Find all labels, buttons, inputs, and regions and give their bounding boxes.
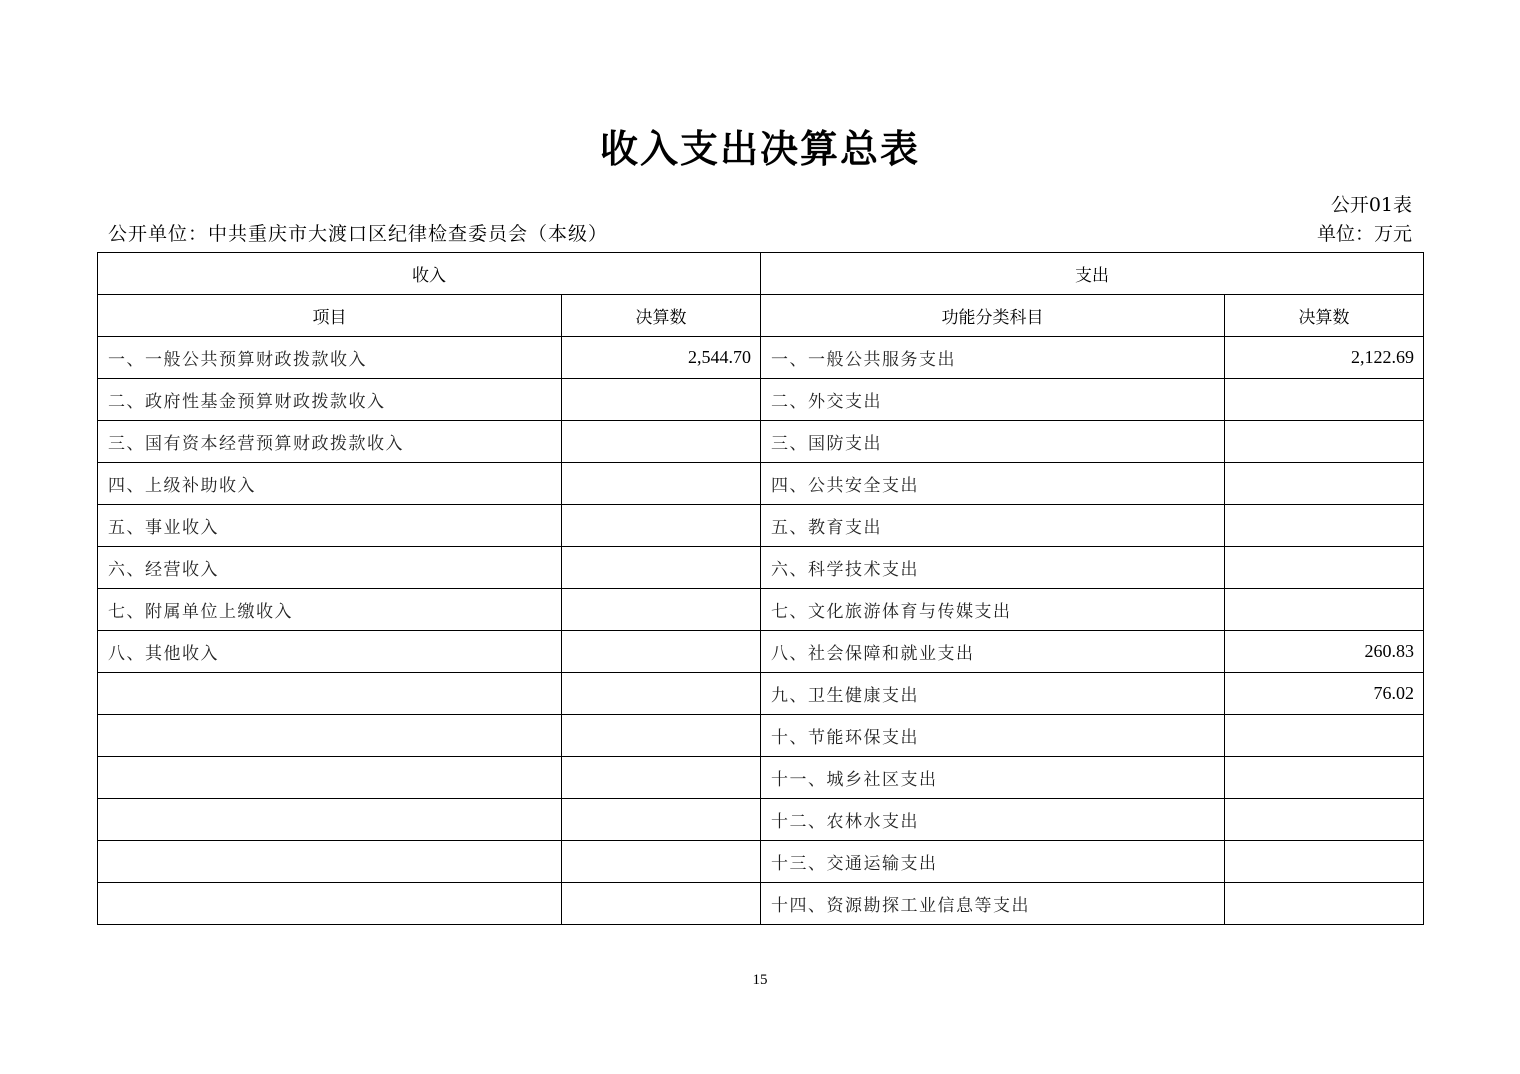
- income-amount-cell: [562, 463, 761, 505]
- table-row: [98, 463, 1424, 505]
- income-item-header: 项目: [98, 295, 562, 337]
- table-row: [98, 631, 1424, 673]
- expense-item-cell: 十二、农林水支出: [761, 799, 1225, 841]
- income-amount-cell: [562, 757, 761, 799]
- income-item-cell: 八、其他收入: [98, 631, 562, 673]
- expense-group-header: 支出: [761, 253, 1424, 295]
- expense-amount-cell: [1225, 379, 1424, 421]
- income-amount-cell: [562, 379, 761, 421]
- group-header-row: [98, 253, 1424, 295]
- income-item-cell: [98, 757, 562, 799]
- income-item-cell: [98, 841, 562, 883]
- expense-item-cell: 十四、资源勘探工业信息等支出: [761, 883, 1225, 925]
- expense-item-header: 功能分类科目: [761, 295, 1225, 337]
- table-number: 公开01表: [1330, 194, 1412, 216]
- document-title: 收入支出决算总表: [599, 127, 920, 171]
- expense-item-cell: 三、国防支出: [761, 421, 1225, 463]
- income-item-cell: 三、国有资本经营预算财政拨款收入: [98, 421, 562, 463]
- income-item-cell: [98, 883, 562, 925]
- expense-amount-header: 决算数: [1225, 295, 1424, 337]
- income-item-cell: 一、一般公共预算财政拨款收入: [98, 337, 562, 379]
- expense-item-cell: 十一、城乡社区支出: [761, 757, 1225, 799]
- income-amount-cell: [562, 505, 761, 547]
- expense-item-cell: 六、科学技术支出: [761, 547, 1225, 589]
- income-item-cell: 六、经营收入: [98, 547, 562, 589]
- expense-amount-cell: 2,122.69: [1225, 337, 1424, 379]
- income-amount-cell: [562, 883, 761, 925]
- expense-amount-cell: [1225, 883, 1424, 925]
- unit-of-measure: 单位：万元: [1316, 223, 1412, 245]
- expense-item-cell: 七、文化旅游体育与传媒支出: [761, 589, 1225, 631]
- expense-amount-cell: [1225, 841, 1424, 883]
- expense-amount-cell: [1225, 547, 1424, 589]
- table-row: [98, 547, 1424, 589]
- expense-item-cell: 二、外交支出: [761, 379, 1225, 421]
- income-item-cell: [98, 673, 562, 715]
- expense-item-cell: 十、节能环保支出: [761, 715, 1225, 757]
- income-item-cell: 二、政府性基金预算财政拨款收入: [98, 379, 562, 421]
- income-amount-cell: [562, 421, 761, 463]
- expense-item-cell: 九、卫生健康支出: [761, 673, 1225, 715]
- table-row: [98, 673, 1424, 715]
- income-amount-cell: [562, 673, 761, 715]
- income-item-cell: 四、上级补助收入: [98, 463, 562, 505]
- table-row: [98, 799, 1424, 841]
- income-item-cell: [98, 799, 562, 841]
- expense-item-cell: 十三、交通运输支出: [761, 841, 1225, 883]
- table-row: [98, 841, 1424, 883]
- table-row: [98, 883, 1424, 925]
- expense-amount-cell: [1225, 463, 1424, 505]
- income-group-header: 收入: [98, 253, 761, 295]
- table-row: [98, 715, 1424, 757]
- table-row: [98, 337, 1424, 379]
- table-row: [98, 505, 1424, 547]
- expense-amount-cell: [1225, 421, 1424, 463]
- expense-item-cell: 一、一般公共服务支出: [761, 337, 1225, 379]
- expense-amount-cell: 260.83: [1225, 631, 1424, 673]
- column-header-row: [98, 295, 1424, 337]
- expense-item-cell: 五、教育支出: [761, 505, 1225, 547]
- table-row: [98, 589, 1424, 631]
- income-amount-cell: [562, 799, 761, 841]
- reporting-unit: 公开单位：中共重庆市大渡口区纪律检查委员会（本级）: [108, 223, 609, 245]
- income-amount-cell: [562, 631, 761, 673]
- page-number: 15: [752, 972, 768, 988]
- expense-item-cell: 八、社会保障和就业支出: [761, 631, 1225, 673]
- table-row: [98, 379, 1424, 421]
- expense-amount-cell: 76.02: [1225, 673, 1424, 715]
- income-item-cell: 七、附属单位上缴收入: [98, 589, 562, 631]
- expense-amount-cell: [1225, 589, 1424, 631]
- expense-amount-cell: [1225, 715, 1424, 757]
- expense-amount-cell: [1225, 505, 1424, 547]
- income-item-cell: [98, 715, 562, 757]
- income-amount-cell: [562, 841, 761, 883]
- expense-item-cell: 四、公共安全支出: [761, 463, 1225, 505]
- table-row: [98, 421, 1424, 463]
- table-row: [98, 757, 1424, 799]
- income-amount-cell: [562, 589, 761, 631]
- income-amount-cell: 2,544.70: [562, 337, 761, 379]
- income-amount-cell: [562, 547, 761, 589]
- expense-amount-cell: [1225, 799, 1424, 841]
- income-amount-cell: [562, 715, 761, 757]
- income-item-cell: 五、事业收入: [98, 505, 562, 547]
- expense-amount-cell: [1225, 757, 1424, 799]
- income-expense-table: [97, 252, 1424, 925]
- income-amount-header: 决算数: [562, 295, 761, 337]
